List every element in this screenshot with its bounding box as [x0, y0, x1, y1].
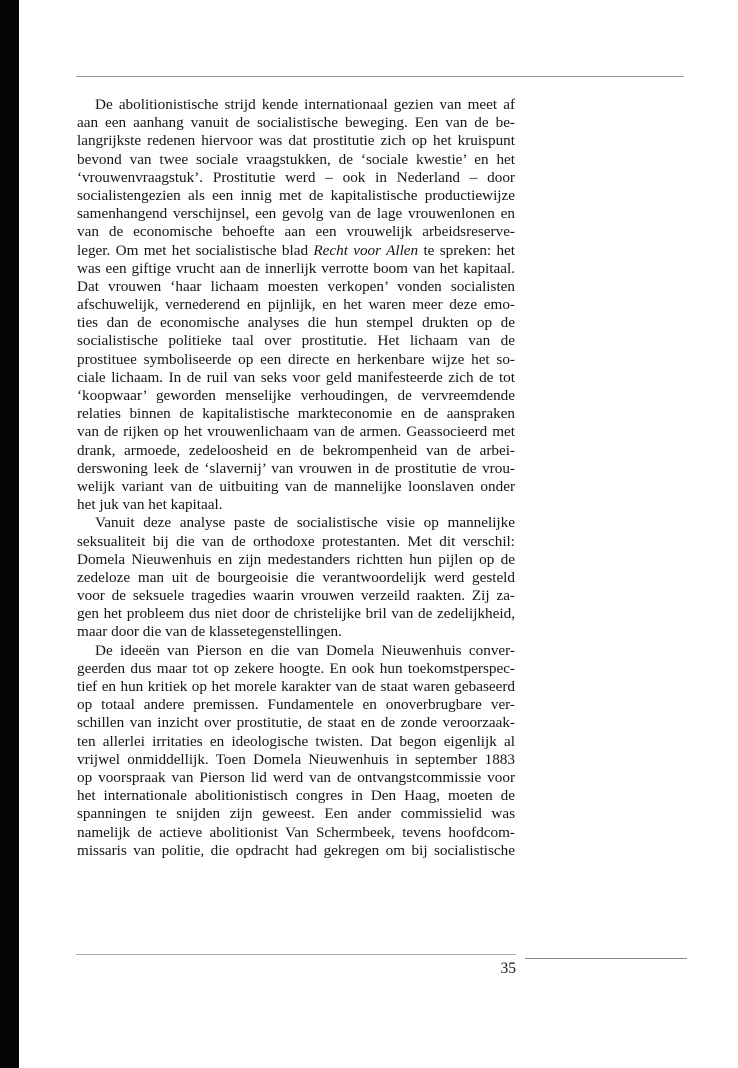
text-segment: te spreken: het — [418, 241, 515, 259]
text-line-with-title — [77, 242, 515, 260]
text-line: welijk variant van de uitbuiting van de mannelijke loonslaven onder — [77, 477, 515, 495]
header-rule — [76, 76, 684, 77]
text-line: ties dan de economische analyses die hun stempel drukten op de — [77, 314, 515, 332]
text-line: voor de seksuele tragedies waarin vrouwen verzeild raakten. Zij za- — [77, 587, 515, 605]
text-line: De abolitionistische strijd kende internationaal gezien van meet af — [95, 96, 515, 113]
text-line: tief en hun kritiek op het morele karakter van de staat waren gebaseerd — [77, 678, 515, 695]
text-line: samenhangend verschijnsel, een gevolg van de lage vrouwenlonen en — [77, 205, 515, 223]
text-line: afschuwelijk, vernederend en pijnlijk, en het waren meer deze emo- — [77, 296, 515, 314]
text-line: De ideeën van Pierson en die van Domela Nieuwenhuis conver- — [95, 641, 515, 659]
text-line: ciale lichaam. In de ruil van seks voor geld manifesteerde zich de tot — [77, 368, 515, 386]
text-line: ten allerlei irritaties en ideologische twisten. Dat begon eigenlijk al — [77, 732, 515, 750]
footer-rule-right — [525, 958, 687, 959]
text-line: zedeloze man uit de bourgeoisie die verantwoordelijk werd gesteld — [77, 568, 515, 586]
text-line: Vanuit deze analyse paste de socialistische visie op mannelijke — [95, 514, 515, 532]
text-line: namelijk de actieve abolitionist Van Schermbeek, tevens hoofdcom- — [77, 823, 515, 841]
footer-rule — [76, 954, 516, 955]
text-line: van de economische behoefte aan een vrouwelijk arbeidsreserve- — [77, 223, 515, 241]
text-line: schillen van inzicht over prostitutie, de staat en de zonde veroorzaak- — [77, 714, 515, 732]
text-line: op voorspraak van Pierson lid werd van de ontvangstcommissie voor — [77, 768, 515, 786]
text-line: bevond van twee sociale vraagstukken, de ‘sociale kwestie’ en het — [77, 150, 515, 168]
text-line: prostituee symboliseerde op een directe en herkenbare wijze het so- — [77, 350, 515, 368]
text-line: socialistengezien als een innig met de kapitalistische productiewijze — [77, 186, 515, 204]
text-line: Domela Nieuwenhuis en zijn medestanders richtten hun pijlen op de — [77, 550, 515, 568]
body-text — [77, 96, 515, 860]
publication-title: Recht voor Allen — [313, 241, 419, 259]
text-line: socialistische politieke taal over prostitutie. Het lichaam van de — [77, 332, 515, 350]
text-line: Dat vrouwen ‘haar lichaam moesten verkopen’ vonden socialisten — [77, 277, 515, 295]
text-line: missaris van politie, die opdracht had gekregen om bij socialistische — [77, 841, 515, 859]
text-line: gen het probleem dus niet door de christelijke bril van de zedelijkheid, — [77, 605, 515, 623]
text-line: relaties binnen de kapitalistische markteconomie en de aanspraken — [77, 405, 515, 423]
text-line: het internationale abolitionistisch congres in Den Haag, moeten de — [77, 787, 515, 805]
text-line: het juk van het kapitaal. — [77, 496, 223, 514]
text-line: op totaal andere premissen. Fundamentele en onoverbrugbare ver- — [77, 696, 515, 714]
text-line: van de rijken op het vrouwenlichaam van de armen. Geassocieerd met — [77, 423, 515, 441]
text-line: drank, armoede, zedeloosheid en de bekrompenheid van de arbei- — [77, 441, 515, 459]
text-segment: leger. Om met het socialistische blad — [77, 241, 314, 259]
text-line: geerden dus maar tot op zekere hoogte. En ook hun toekomstperspec- — [77, 659, 515, 677]
text-line: aan een aanhang vanuit de socialistische beweging. Een van de be- — [77, 114, 515, 132]
text-line: seksualiteit bij die van de orthodoxe protestanten. Met dit verschil: — [77, 532, 515, 550]
text-line: ‘vrouwenvraagstuk’. Prostitutie werd – ook in Nederland – door — [77, 168, 515, 186]
text-line: was een giftige vrucht aan de innerlijk verrotte boom van het kapitaal. — [77, 259, 515, 277]
text-line: langrijkste redenen hiervoor was dat prostitutie zich op het kruispunt — [77, 132, 515, 150]
scan-edge — [0, 0, 19, 1068]
page-number: 35 — [500, 960, 516, 977]
text-line: derswoning leek de ‘slavernij’ van vrouwen in de prostitutie de vrou- — [77, 459, 515, 477]
text-line: ‘koopwaar’ geworden menselijke verhoudingen, de vervreemdende — [77, 387, 515, 404]
text-line: spanningen te snijden zijn geweest. Een ander commissielid was — [77, 805, 515, 823]
text-line: maar door die van de klassetegenstellingen. — [77, 623, 342, 641]
text-line: vrijwel onmiddellijk. Toen Domela Nieuwenhuis in september 1883 — [77, 750, 515, 768]
